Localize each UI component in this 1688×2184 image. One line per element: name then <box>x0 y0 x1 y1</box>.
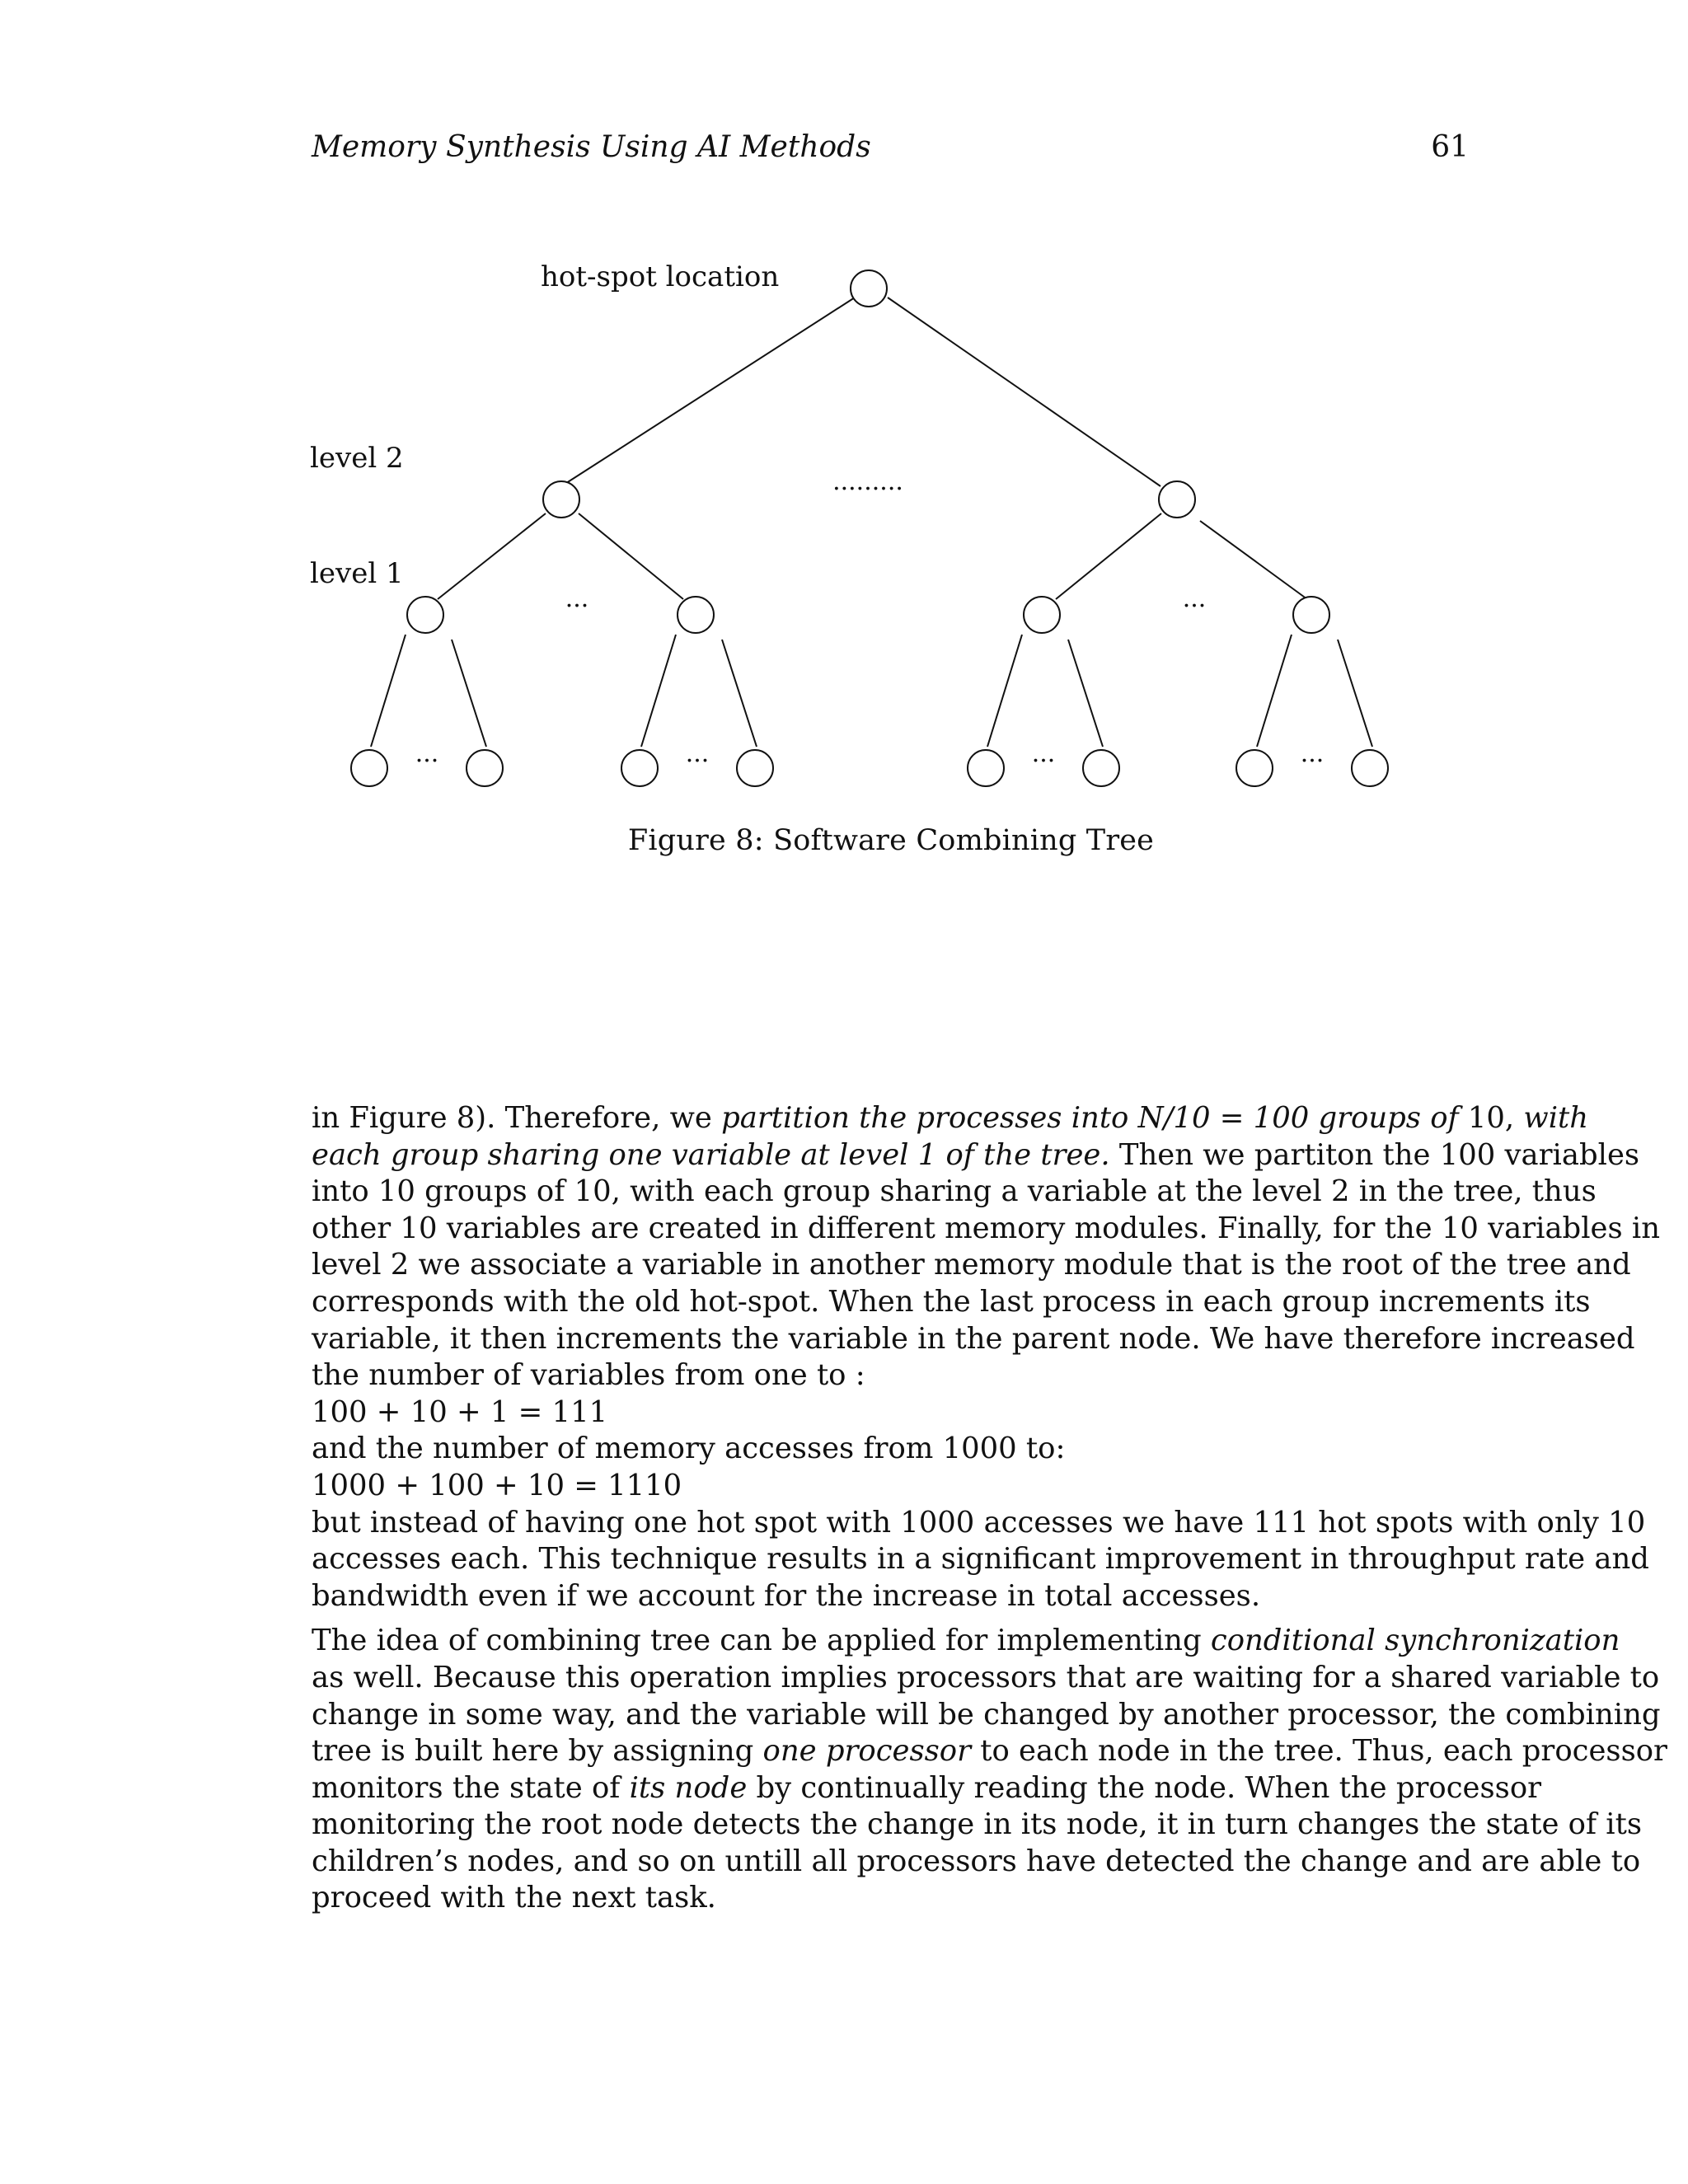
ellipsis-leaves: ··· <box>1031 747 1056 776</box>
level1-node <box>678 597 714 633</box>
leaf-node <box>351 750 387 786</box>
paragraph-1 <box>312 1100 1660 1615</box>
level2-node <box>543 481 579 518</box>
level1-node <box>407 597 443 633</box>
tree-edge <box>641 635 676 747</box>
text-line: tree is built here by assigning one processor to each node in the tree. Thus, each processor <box>312 1734 1667 1769</box>
running-title: Memory Synthesis Using AI Methods <box>312 130 871 164</box>
tree-edge <box>438 513 546 599</box>
equation-accesses: 1000 + 100 + 10 = 1110 <box>312 1468 682 1502</box>
text-line: each group sharing one variable at level 1 of the tree. Then we partiton the 100 variables <box>312 1137 1640 1172</box>
text-line: variable, it then increments the variable in the parent node. We have therefore increased <box>312 1321 1635 1356</box>
leaf-node <box>621 750 658 786</box>
tree-edge <box>579 513 683 599</box>
text-line: but instead of having one hot spot with 1000 accesses we have 111 hot spots with only 10 <box>312 1505 1646 1540</box>
text-line: the number of variables from one to : <box>312 1358 865 1393</box>
text-line: bandwidth even if we account for the increase in total accesses. <box>312 1578 1261 1613</box>
tree-edge <box>1200 521 1307 599</box>
text-line: proceed with the next task. <box>312 1881 716 1915</box>
tree-edge <box>1068 640 1103 747</box>
tree-edge <box>371 635 406 747</box>
tree-edge <box>1257 635 1292 747</box>
tree-edge <box>888 298 1160 486</box>
paragraph-2 <box>312 1623 1667 1917</box>
text-line: corresponds with the old hot-spot. When the last process in each group increments its <box>312 1284 1591 1319</box>
ellipsis-level2: ········· <box>832 475 903 504</box>
text-line: The idea of combining tree can be applied for implementing conditional synchronization <box>312 1624 1620 1658</box>
level2-node <box>1159 481 1195 518</box>
figure-caption: Figure 8: Software Combining Tree <box>627 824 1155 857</box>
page-number: 61 <box>1431 130 1469 164</box>
leaf-node <box>737 750 773 786</box>
level1-node <box>1293 597 1329 633</box>
ellipsis-leaves: ··· <box>1300 747 1325 776</box>
tree-diagram <box>0 0 1688 907</box>
text-line: change in some way, and the variable will be changed by another processor, the combining <box>312 1697 1661 1732</box>
level1-label: level 1 <box>310 557 404 590</box>
text-line: into 10 groups of 10, with each group sharing a variable at the level 2 in the tree, thus <box>312 1174 1597 1209</box>
leaf-node <box>1236 750 1273 786</box>
level1-node <box>1024 597 1060 633</box>
combining-tree-figure <box>0 0 1688 907</box>
tree-edge <box>561 298 855 486</box>
hotspot-label: hot-spot location <box>541 260 780 293</box>
text-line: in Figure 8). Therefore, we partition the processes into N/10 = 100 groups of 10, with <box>312 1101 1589 1135</box>
equation-variables: 100 + 10 + 1 = 111 <box>312 1394 608 1429</box>
body-text <box>312 1100 1667 1917</box>
text-line: accesses each. This technique results in a significant improvement in throughput rate and <box>312 1542 1649 1577</box>
tree-edge <box>1338 640 1372 747</box>
tree-edge <box>722 640 757 747</box>
text-line: other 10 variables are created in different memory modules. Finally, for the 10 variables in <box>312 1211 1660 1245</box>
tree-edge <box>987 635 1022 747</box>
ellipsis-level1: ··· <box>565 592 589 621</box>
text-line: children’s nodes, and so on untill all processors have detected the change and are able to <box>312 1844 1641 1878</box>
text-line: monitoring the root node detects the change in its node, it in turn changes the state of its <box>312 1807 1643 1842</box>
leaf-node <box>1352 750 1388 786</box>
ellipsis-leaves: ··· <box>415 747 439 776</box>
tree-edge <box>452 640 486 747</box>
leaf-node <box>968 750 1004 786</box>
root-node <box>851 270 887 307</box>
text-line: level 2 we associate a variable in another memory module that is the root of the tree and <box>312 1248 1631 1282</box>
tree-edge <box>1056 513 1161 599</box>
text-line: monitors the state of its node by continually reading the node. When the processor <box>312 1770 1542 1805</box>
ellipsis-leaves: ··· <box>685 747 710 776</box>
leaf-node <box>467 750 503 786</box>
text-line: as well. Because this operation implies processors that are waiting for a shared variable to <box>312 1660 1660 1694</box>
ellipsis-level1: ··· <box>1182 592 1207 621</box>
leaf-node <box>1083 750 1119 786</box>
text-line: and the number of memory accesses from 1000 to: <box>312 1432 1066 1466</box>
level2-label: level 2 <box>310 442 404 475</box>
